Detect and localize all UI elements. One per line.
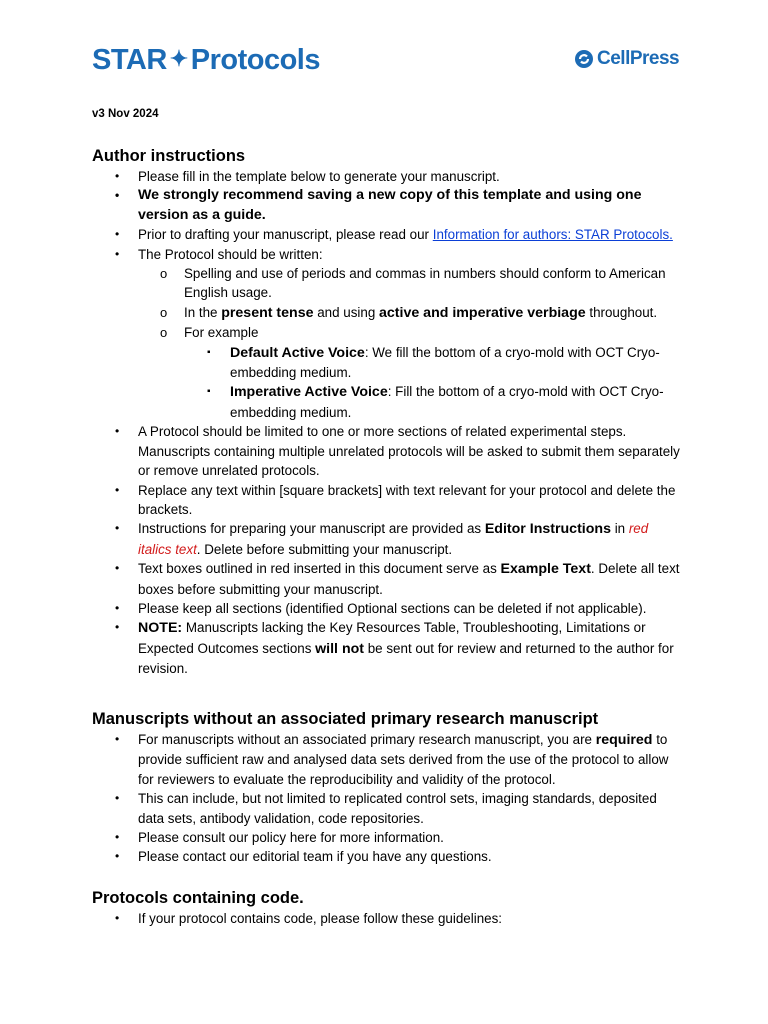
bullet-icon: • bbox=[115, 521, 120, 536]
sub-list-item: o For example bbox=[92, 323, 682, 342]
information-for-authors-link[interactable]: Information for authors: STAR Protocols. bbox=[432, 227, 673, 243]
sub-list-item: o Spelling and use of periods and commas in numbers should conform to American English usage. bbox=[160, 266, 666, 301]
list-item: • Text boxes outlined in red inserted in this document serve as Example Text. Delete all text boxes before submitting your manuscript. bbox=[115, 561, 680, 597]
author-instructions-section bbox=[92, 145, 682, 679]
bullet-icon: • bbox=[115, 561, 120, 576]
no-primary-list bbox=[92, 730, 682, 867]
list-item: • The Protocol should be written: bbox=[92, 245, 682, 264]
author-instructions-list bbox=[92, 167, 682, 679]
cellpress-wordmark: CellPress bbox=[597, 48, 680, 69]
bullet-icon: • bbox=[115, 849, 120, 864]
list-item: • Instructions for preparing your manuscript are provided as Editor Instructions in red italics text. Delete before submitting your manuscript. bbox=[115, 521, 649, 557]
list-item: • This can include, but not limited to replicated control sets, imaging standards, deposited data sets, antibody validation, code repositories. bbox=[115, 791, 657, 826]
bullet-icon: o bbox=[160, 325, 168, 341]
bullet-icon: • bbox=[115, 227, 120, 242]
bullet-icon: • bbox=[115, 732, 120, 746]
version-label: v3 Nov 2024 bbox=[92, 108, 159, 120]
bullet-icon: ▪ bbox=[207, 386, 211, 398]
logo-star-word: STAR bbox=[92, 44, 167, 76]
bullet-icon: • bbox=[115, 188, 120, 203]
list-item: • Please fill in the template below to generate your manuscript. bbox=[92, 167, 682, 186]
cellpress-mark-icon bbox=[574, 49, 594, 69]
sub-sub-list-item: ▪ Default Active Voice: We fill the bottom of a cryo-mold with OCT Cryo-embedding medium. bbox=[207, 344, 660, 381]
list-item: • Replace any text within [square brackets] with text relevant for your protocol and delete the brackets. bbox=[115, 482, 676, 517]
section-heading: Author instructions bbox=[92, 147, 246, 165]
logo-sparkle-icon: ✦ bbox=[169, 46, 188, 71]
no-primary-manuscript-section bbox=[92, 708, 682, 867]
star-protocols-logo bbox=[92, 42, 320, 78]
bullet-icon: • bbox=[115, 791, 120, 806]
logo-protocols-word: Protocols bbox=[190, 44, 320, 76]
cellpress-logo bbox=[574, 48, 679, 70]
sub-sub-list-item: ▪ Imperative Active Voice: Fill the bottom of a cryo-mold with OCT Cryo-embedding medium. bbox=[207, 384, 664, 420]
bullet-icon: • bbox=[115, 911, 120, 925]
list-item: • We strongly recommend saving a new copy of this template and using one version as a guide. bbox=[115, 187, 642, 223]
list-item: • For manuscripts without an associated primary research manuscript, you are required to provide sufficient raw and analysed data sets derived from the use of the protocol to allow for reviewers to evaluate the reproducibility and validity of the protocol. bbox=[115, 732, 669, 787]
section-heading: Protocols containing code. bbox=[92, 889, 304, 907]
code-list bbox=[92, 909, 682, 928]
code-section bbox=[92, 887, 682, 928]
bullet-icon: • bbox=[115, 620, 120, 635]
list-item: • A Protocol should be limited to one or more sections of related experimental steps. Manuscripts containing multiple unrelated protocols will be asked to submit them separately or remove unrelated protocols. bbox=[115, 424, 680, 479]
bullet-icon: • bbox=[115, 830, 120, 845]
list-item: • Please contact our editorial team if you have any questions. bbox=[92, 847, 682, 866]
bullet-icon: o bbox=[160, 266, 168, 282]
list-item: • NOTE: Manuscripts lacking the Key Resources Table, Troubleshooting, Limitations or Expected Outcomes sections will not be sent out for review and returned to the author for revision. bbox=[115, 620, 674, 677]
list-item: • Please keep all sections (identified Optional sections can be deleted if not applicable). bbox=[92, 599, 682, 618]
bullet-icon: • bbox=[115, 482, 120, 497]
bullet-icon: • bbox=[115, 424, 120, 439]
list-item: • Prior to drafting your manuscript, please read our Information for authors: STAR Protocols. bbox=[92, 225, 682, 244]
bullet-icon: • bbox=[115, 600, 120, 615]
bullet-icon: • bbox=[115, 169, 120, 183]
list-item: • Please consult our policy here for more information. bbox=[92, 828, 682, 847]
bullet-icon: o bbox=[160, 304, 168, 320]
bullet-icon: • bbox=[115, 246, 120, 261]
bullet-icon: ▪ bbox=[207, 346, 211, 358]
sub-list-item: o In the present tense and using active and imperative verbiage throughout. bbox=[160, 304, 658, 321]
section-heading: Manuscripts without an associated primary research manuscript bbox=[92, 710, 599, 728]
list-item: • If your protocol contains code, please follow these guidelines: bbox=[92, 909, 682, 928]
